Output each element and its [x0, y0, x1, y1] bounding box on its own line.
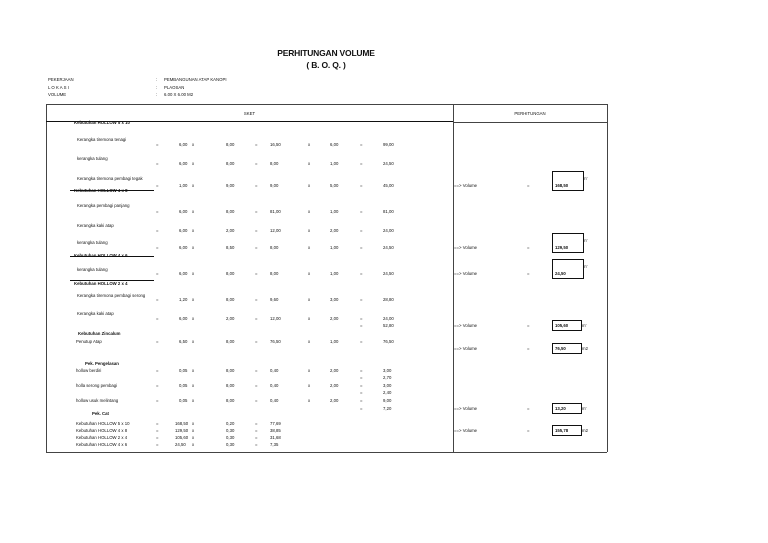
calc-cell: 24,00 — [383, 228, 394, 233]
table-bottom-border — [46, 452, 607, 453]
calc-cell: = — [156, 142, 159, 147]
calc-cell: 1,00 — [330, 339, 339, 344]
calc-cell: 2,00 — [226, 316, 235, 321]
calc-cell: 28,80 — [383, 297, 394, 302]
calc-cell: 0,30 — [226, 428, 235, 433]
calc-cell: x — [308, 209, 311, 214]
item-label: Kerangka kaki atap — [77, 311, 114, 316]
result-eq: = — [527, 245, 530, 250]
calc-cell: x — [192, 142, 195, 147]
calc-cell: 6,00 — [179, 161, 188, 166]
calc-cell: 16,50 — [270, 142, 281, 147]
calc-cell: = — [156, 421, 159, 426]
calc-cell: 8,00 — [226, 398, 235, 403]
calc-cell: x — [192, 435, 195, 440]
calc-cell: = — [360, 383, 363, 388]
calc-cell: x — [192, 428, 195, 433]
calc-cell: x — [308, 398, 311, 403]
calc-cell: 6,00 — [179, 228, 188, 233]
calc-cell: 45,00 — [383, 183, 394, 188]
section-heading: Kebutuhan HOLLOW 5 x 10 — [74, 120, 130, 125]
calc-cell: = — [255, 245, 258, 250]
result-unit: m2 — [582, 428, 588, 433]
item-label: kerangka tulang — [77, 240, 108, 245]
table-right-border — [607, 104, 608, 452]
calc-cell: x — [192, 383, 195, 388]
item-label: hollow usuk melintang — [76, 398, 119, 403]
calc-cell: 6,00 — [330, 142, 339, 147]
calc-cell: 6,00 — [179, 316, 188, 321]
calc-cell: = — [255, 142, 258, 147]
section-heading: Kebutuhan Zincalum — [78, 331, 121, 336]
calc-cell: = — [156, 435, 159, 440]
calc-cell: 8,50 — [226, 245, 235, 250]
calc-cell: 6,00 — [179, 271, 188, 276]
calc-cell: 81,00 — [383, 209, 394, 214]
item-label: Kerangka kaki atap — [77, 223, 114, 228]
calc-cell: x — [192, 442, 195, 447]
item-label: hollow berdiri — [76, 368, 102, 373]
calc-cell: x — [192, 368, 195, 373]
calc-cell: 6,50 — [179, 339, 188, 344]
section-heading: Pek. Pengelasan — [85, 361, 119, 366]
calc-cell: 9,00 — [226, 183, 235, 188]
calc-cell: = — [255, 316, 258, 321]
calc-cell: 12,00 — [270, 228, 281, 233]
result-value: 129,50 — [555, 245, 569, 250]
calc-cell: 8,00 — [226, 368, 235, 373]
result-label: ==> Volume — [454, 271, 478, 276]
calc-cell: x — [192, 316, 195, 321]
calc-cell: x — [308, 271, 311, 276]
section-heading: Kebutuhan HOLLOW 4 x 6 — [74, 253, 128, 258]
result-label: ==> Volume — [454, 183, 478, 188]
calc-cell: x — [308, 316, 311, 321]
result-eq: = — [527, 406, 530, 411]
result-label: ==> Volume — [454, 323, 478, 328]
section-heading: Kebutuhan HOLLOW 4 x 8 — [74, 188, 128, 193]
result-eq: = — [527, 428, 530, 433]
calc-cell: 76,50 — [383, 339, 394, 344]
calc-cell: 168,50 — [175, 421, 189, 426]
calc-cell: = — [360, 390, 363, 395]
calc-cell: = — [156, 428, 159, 433]
info-label: PEKERJAAN — [48, 77, 74, 82]
calc-cell: = — [156, 368, 159, 373]
column-header-sket: SKET — [243, 111, 256, 116]
info-value: 6.00 X 6.00 M2 — [164, 92, 194, 97]
calc-cell: x — [192, 245, 195, 250]
result-label: ==> Volume — [454, 406, 478, 411]
result-label: ==> Volume — [454, 428, 478, 433]
calc-cell: = — [360, 271, 363, 276]
calc-cell: = — [255, 442, 258, 447]
result-eq: = — [527, 346, 530, 351]
calc-cell: = — [360, 316, 363, 321]
calc-cell: x — [308, 228, 311, 233]
result-value: 105,60 — [555, 323, 569, 328]
info-label: VOLUME — [48, 92, 67, 97]
calc-cell: = — [255, 161, 258, 166]
calc-cell: 24,00 — [383, 316, 394, 321]
calc-cell: x — [192, 209, 195, 214]
result-unit: m2 — [582, 346, 588, 351]
calc-cell: = — [255, 398, 258, 403]
calc-cell: 24,50 — [175, 442, 186, 447]
calc-cell: 0,40 — [270, 383, 279, 388]
calc-cell: 0,20 — [226, 421, 235, 426]
calc-cell: = — [360, 297, 363, 302]
page-title: PERHITUNGAN VOLUME — [277, 48, 375, 58]
calc-cell: = — [360, 209, 363, 214]
result-value: 13,20 — [555, 406, 566, 411]
item-label: Kerangka tiremona tenagi — [77, 137, 127, 142]
result-value: 155,78 — [555, 428, 569, 433]
result-box — [552, 233, 584, 253]
table-top-border — [46, 104, 607, 105]
info-value: PLAOSAN — [164, 85, 185, 90]
table-divider — [453, 104, 454, 452]
calc-cell: 2,00 — [330, 368, 339, 373]
calc-cell: = — [156, 183, 159, 188]
calc-cell: = — [255, 428, 258, 433]
calc-cell: 2,00 — [330, 316, 339, 321]
info-value: PEMBANGUNAN ATAP KANOPI — [164, 77, 227, 82]
calc-cell: 2,40 — [383, 390, 392, 395]
item-label: Penutup Atap — [76, 339, 102, 344]
calc-cell: = — [156, 271, 159, 276]
calc-cell: = — [255, 271, 258, 276]
page-subtitle: ( B. O. Q. ) — [306, 60, 346, 70]
item-label: Kebutuhan HOLLOW 4 x 8 — [76, 428, 128, 433]
calc-cell: 7,35 — [270, 442, 279, 447]
result-unit: m' — [583, 238, 588, 243]
item-label: Kebutuhan HOLLOW 4 x 6 — [76, 442, 128, 447]
calc-cell: x — [192, 339, 195, 344]
calc-cell: x — [192, 183, 195, 188]
calc-cell: = — [255, 435, 258, 440]
info-sep: : — [156, 85, 158, 90]
calc-cell: x — [192, 297, 195, 302]
result-label: ==> Volume — [454, 346, 478, 351]
calc-cell: = — [360, 406, 363, 411]
calc-cell: 8,00 — [226, 142, 235, 147]
item-label: Kerangka tiremona pembagi tegak — [77, 176, 143, 181]
info-sep: : — [156, 92, 158, 97]
calc-cell: 12,00 — [270, 316, 281, 321]
calc-cell: x — [308, 297, 311, 302]
item-label: Kerangka pembagi panjang — [77, 203, 130, 208]
result-unit: m' — [582, 406, 587, 411]
result-value: 168,50 — [555, 183, 569, 188]
result-box — [552, 171, 584, 191]
result-value: 76,50 — [555, 346, 566, 351]
result-unit: m' — [582, 323, 587, 328]
calc-cell: 8,00 — [226, 209, 235, 214]
calc-cell: x — [308, 245, 311, 250]
calc-cell: = — [255, 383, 258, 388]
calc-cell: 2,70 — [383, 375, 392, 380]
result-box — [552, 259, 584, 279]
calc-cell: 0,40 — [270, 398, 279, 403]
calc-cell: 2,00 — [226, 228, 235, 233]
calc-cell: 31,68 — [270, 435, 281, 440]
header-rule — [453, 122, 607, 123]
item-label: Kebutuhan HOLLOW 2 x 4 — [76, 435, 128, 440]
calc-cell: = — [360, 228, 363, 233]
calc-cell: 6,00 — [179, 209, 188, 214]
calc-cell: 8,00 — [226, 383, 235, 388]
calc-cell: 9,00 — [383, 398, 392, 403]
calc-cell: 1,00 — [179, 183, 188, 188]
calc-cell: 0,05 — [179, 368, 188, 373]
calc-cell: = — [255, 297, 258, 302]
calc-cell: = — [255, 209, 258, 214]
calc-cell: = — [360, 245, 363, 250]
calc-cell: x — [192, 161, 195, 166]
calc-cell: 99,00 — [383, 142, 394, 147]
result-eq: = — [527, 183, 530, 188]
calc-cell: 8,00 — [226, 297, 235, 302]
calc-cell: 0,05 — [179, 383, 188, 388]
calc-cell: = — [360, 368, 363, 373]
calc-cell: = — [156, 209, 159, 214]
calc-cell: x — [308, 142, 311, 147]
calc-cell: = — [360, 161, 363, 166]
calc-cell: x — [192, 271, 195, 276]
calc-cell: = — [255, 339, 258, 344]
calc-cell: 8,00 — [270, 271, 279, 276]
calc-cell: 7,20 — [383, 406, 392, 411]
result-eq: = — [527, 271, 530, 276]
item-label: Kebutuhan HOLLOW 5 x 10 — [76, 421, 130, 426]
calc-cell: 8,00 — [270, 161, 279, 166]
calc-cell: 77,69 — [270, 421, 281, 426]
info-label: L O K A S I — [48, 85, 69, 90]
calc-cell: = — [156, 228, 159, 233]
calc-cell: = — [360, 183, 363, 188]
calc-cell: 0,30 — [226, 442, 235, 447]
calc-cell: = — [156, 297, 159, 302]
calc-cell: 8,00 — [226, 161, 235, 166]
calc-cell: 9,00 — [270, 183, 279, 188]
calc-cell: 1,00 — [330, 245, 339, 250]
calc-cell: 81,00 — [270, 209, 281, 214]
calc-cell: = — [360, 323, 363, 328]
calc-cell: x — [192, 228, 195, 233]
calc-cell: = — [255, 368, 258, 373]
calc-cell: 0,30 — [226, 435, 235, 440]
calc-cell: 76,50 — [270, 339, 281, 344]
calc-cell: = — [156, 316, 159, 321]
calc-cell: 2,00 — [330, 383, 339, 388]
calc-cell: 24,50 — [383, 161, 394, 166]
calc-cell: x — [308, 339, 311, 344]
result-label: ==> Volume — [454, 245, 478, 250]
calc-cell: = — [156, 339, 159, 344]
calc-cell: = — [156, 442, 159, 447]
calc-cell: 1,00 — [330, 209, 339, 214]
section-heading: Kebutuhan HOLLOW 2 x 4 — [74, 281, 128, 286]
calc-cell: = — [360, 339, 363, 344]
calc-cell: x — [192, 398, 195, 403]
table-left-border — [46, 104, 47, 452]
calc-cell: 1,20 — [179, 297, 188, 302]
calc-cell: 52,80 — [383, 323, 394, 328]
calc-cell: = — [360, 375, 363, 380]
calc-cell: 2,00 — [330, 398, 339, 403]
calc-cell: 3,00 — [383, 383, 392, 388]
calc-cell: 9,60 — [270, 297, 279, 302]
result-unit: m' — [583, 264, 588, 269]
info-sep: : — [156, 77, 158, 82]
calc-cell: 8,00 — [226, 271, 235, 276]
calc-cell: x — [308, 383, 311, 388]
calc-cell: 0,05 — [179, 398, 188, 403]
item-label: kerangka tulang — [77, 267, 108, 272]
calc-cell: x — [308, 161, 311, 166]
calc-cell: = — [255, 421, 258, 426]
result-unit: m' — [583, 176, 588, 181]
calc-cell: = — [255, 183, 258, 188]
calc-cell: = — [156, 161, 159, 166]
calc-cell: 6,00 — [179, 245, 188, 250]
calc-cell: = — [156, 398, 159, 403]
calc-cell: 24,50 — [383, 245, 394, 250]
calc-cell: = — [360, 142, 363, 147]
column-header-perhitungan: PERHITUNGAN — [514, 111, 546, 116]
result-value: 24,50 — [555, 271, 566, 276]
calc-cell: 24,50 — [383, 271, 394, 276]
calc-cell: 0,40 — [270, 368, 279, 373]
calc-cell: x — [192, 421, 195, 426]
calc-cell: 1,00 — [330, 161, 339, 166]
calc-cell: 8,00 — [226, 339, 235, 344]
calc-cell: = — [360, 398, 363, 403]
item-label: Kerangka tiremona pembagi serong — [77, 293, 146, 298]
calc-cell: 2,00 — [330, 228, 339, 233]
calc-cell: 38,85 — [270, 428, 281, 433]
calc-cell: = — [156, 383, 159, 388]
item-label: kerangka tulang — [77, 156, 108, 161]
calc-cell: 129,50 — [175, 428, 189, 433]
calc-cell: 3,00 — [383, 368, 392, 373]
calc-cell: 1,00 — [330, 271, 339, 276]
result-eq: = — [527, 323, 530, 328]
calc-cell: 105,60 — [175, 435, 189, 440]
calc-cell: 6,00 — [179, 142, 188, 147]
calc-cell: x — [308, 183, 311, 188]
calc-cell: 5,00 — [330, 183, 339, 188]
calc-cell: = — [255, 228, 258, 233]
item-label: holla serong pembagi — [76, 383, 118, 388]
calc-cell: x — [308, 368, 311, 373]
calc-cell: 8,00 — [270, 245, 279, 250]
section-heading: Pek. Cat — [92, 411, 109, 416]
calc-cell: 3,00 — [330, 297, 339, 302]
calc-cell: = — [156, 245, 159, 250]
